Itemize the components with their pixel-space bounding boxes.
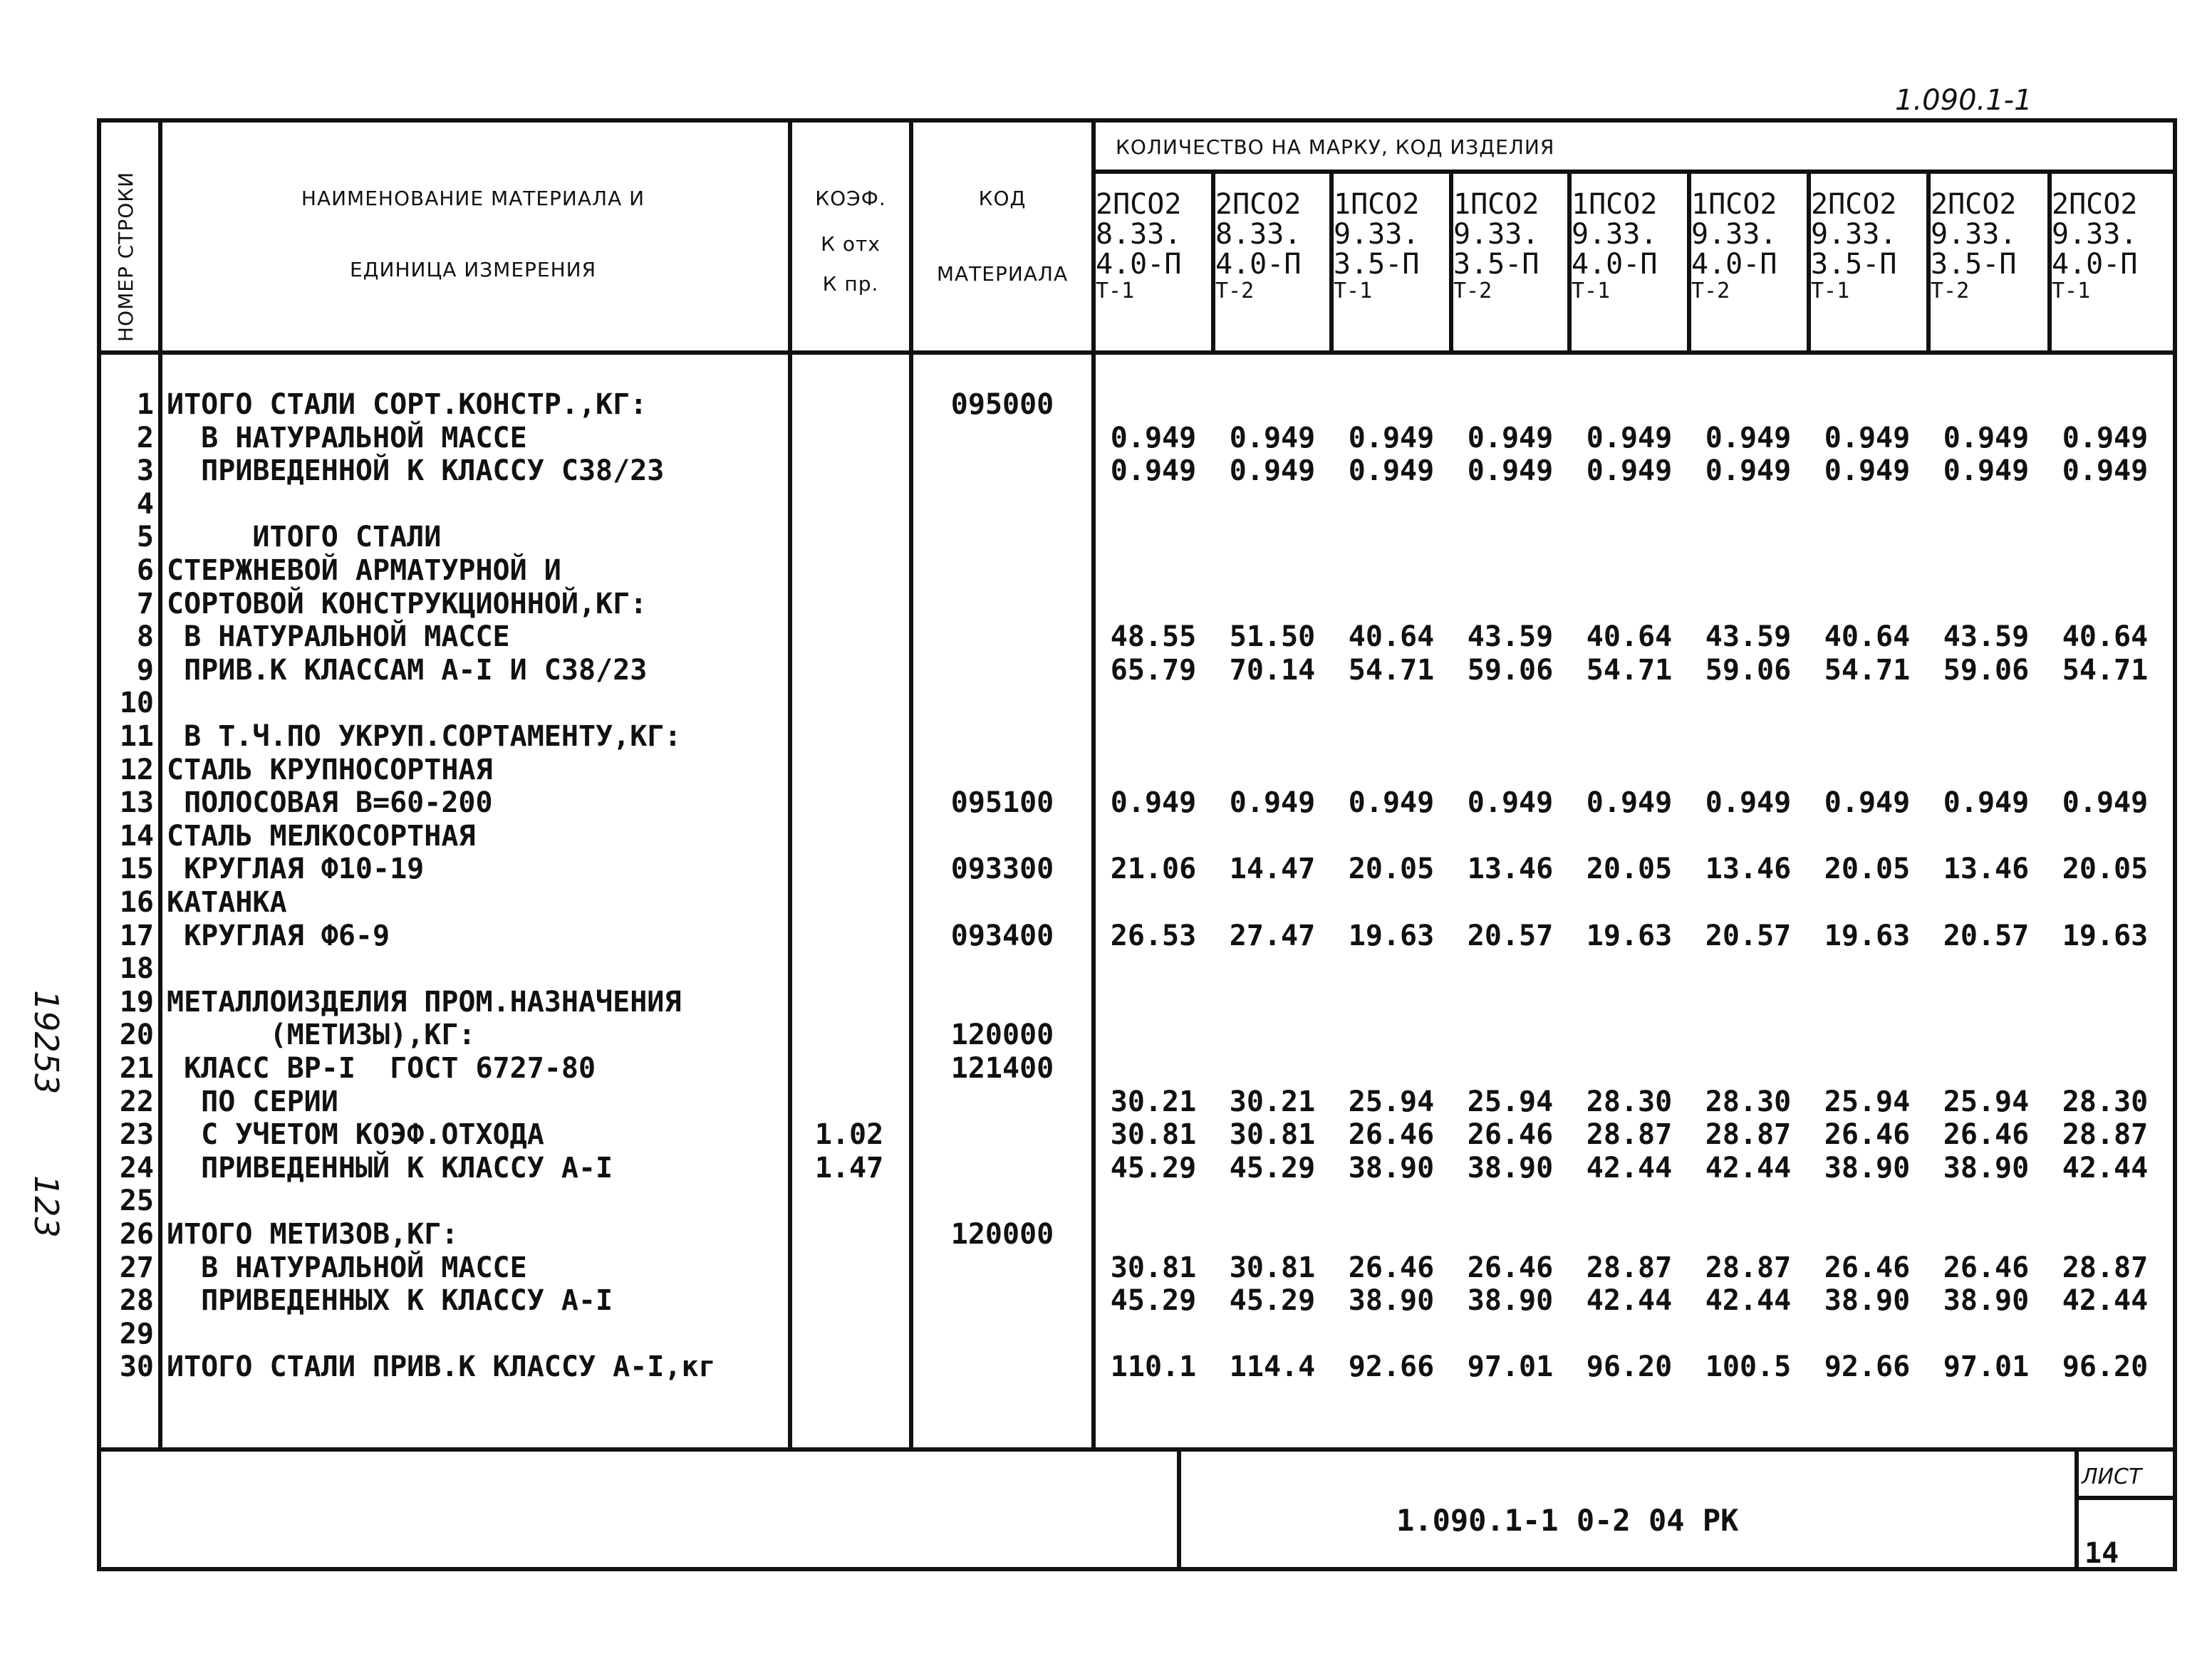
row-value: 0.949 — [1943, 422, 2030, 454]
row-name: ПРИВЕДЕННЫЙ К КЛАССУ А-I — [167, 1152, 613, 1185]
row-name: СТАЛЬ МЕЛКОСОРТНАЯ — [167, 820, 476, 853]
column-header-5 — [1572, 189, 1657, 303]
column-header-line: 2ПСО2 — [1096, 188, 1182, 221]
row-value: 0.949 — [1705, 422, 1792, 454]
top-right-stamp: 1.090.1-1 — [1895, 84, 2032, 117]
row-value: 14.47 — [1229, 853, 1316, 885]
column-header-line: 9.33. — [2052, 218, 2138, 251]
column-header-line: Т-2 — [1691, 278, 1730, 303]
column-header-line: 3.5-П — [1811, 248, 1897, 281]
row-value: 27.47 — [1229, 920, 1316, 952]
row-value: 28.87 — [2062, 1118, 2149, 1151]
row-name: ИТОГО СТАЛИ — [167, 521, 442, 553]
line-number-header: НОМЕР СТРОКИ — [114, 171, 137, 342]
row-name: КЛАСС ВР-I ГОСТ 6727-80 — [167, 1052, 596, 1085]
row-value: 42.44 — [1586, 1284, 1673, 1317]
code-header-line1: КОД — [978, 187, 1027, 210]
row-value: 0.949 — [1467, 786, 1554, 819]
row-number: 17 — [119, 920, 154, 952]
row-code: 121400 — [950, 1052, 1054, 1085]
row-number: 30 — [119, 1350, 154, 1383]
row-value: 30.81 — [1110, 1251, 1197, 1284]
koef-header-line3: К пр. — [822, 272, 879, 296]
row-name: КАТАНКА — [167, 886, 287, 919]
row-name: ПО СЕРИИ — [167, 1085, 338, 1118]
row-name: В НАТУРАЛЬНОЙ МАССЕ — [167, 620, 510, 653]
column-header-line: 9.33. — [1572, 218, 1658, 251]
row-name: ИТОГО МЕТИЗОВ,КГ: — [167, 1218, 459, 1251]
row-value: 20.57 — [1943, 920, 2030, 952]
row-value: 19.63 — [1824, 920, 1911, 952]
row-number: 9 — [136, 654, 154, 687]
row-value: 97.01 — [1943, 1350, 2030, 1383]
row-code: 120000 — [950, 1218, 1054, 1251]
header-bottom-line — [97, 350, 2177, 355]
row-value: 28.87 — [1705, 1251, 1792, 1284]
column-header-line: Т-1 — [1334, 278, 1373, 303]
column-header-line: 8.33. — [1215, 218, 1302, 251]
column-header-line: 1ПСО2 — [1453, 188, 1539, 221]
row-name: В НАТУРАЛЬНОЙ МАССЕ — [167, 1251, 527, 1284]
row-value: 19.63 — [2062, 920, 2149, 952]
column-header-line: 3.5-П — [1453, 248, 1539, 281]
row-value: 38.90 — [1348, 1284, 1435, 1317]
column-header-line: Т-1 — [2052, 278, 2091, 303]
row-value: 26.46 — [1467, 1118, 1554, 1151]
row-number: 24 — [119, 1152, 154, 1185]
row-value: 28.87 — [1705, 1118, 1792, 1151]
row-value: 0.949 — [1110, 454, 1197, 487]
row-value: 28.30 — [1586, 1085, 1673, 1118]
row-value: 0.949 — [1586, 454, 1673, 487]
row-value: 20.05 — [1348, 853, 1435, 885]
row-value: 0.949 — [1348, 786, 1435, 819]
row-value: 26.46 — [1348, 1251, 1435, 1284]
footer-divider-sheet — [2075, 1447, 2079, 1571]
row-number: 22 — [119, 1085, 154, 1118]
divider-line-no — [158, 118, 162, 1452]
row-value: 42.44 — [2062, 1152, 2149, 1185]
row-name: ПРИВЕДЕННЫХ К КЛАССУ А-I — [167, 1284, 613, 1317]
row-value: 65.79 — [1110, 654, 1197, 687]
row-value: 70.14 — [1229, 654, 1316, 687]
row-value: 59.06 — [1705, 654, 1792, 687]
row-value: 0.949 — [1824, 454, 1911, 487]
row-number: 6 — [136, 554, 154, 587]
column-header-line: Т-1 — [1096, 278, 1135, 303]
column-header-line: 9.33. — [1931, 218, 2017, 251]
row-value: 43.59 — [1705, 620, 1792, 653]
row-value: 20.57 — [1467, 920, 1554, 952]
column-header-line: Т-1 — [1811, 278, 1850, 303]
row-value: 30.21 — [1110, 1085, 1197, 1118]
row-number: 18 — [119, 952, 154, 985]
koef-header-line1: КОЭФ. — [815, 187, 886, 210]
row-value: 48.55 — [1110, 620, 1197, 653]
row-number: 8 — [136, 620, 154, 653]
row-value: 92.66 — [1348, 1350, 1435, 1383]
row-number: 1 — [136, 388, 154, 421]
qty-title: КОЛИЧЕСТВО НА МАРКУ, КОД ИЗДЕЛИЯ — [1116, 135, 1555, 159]
row-value: 0.949 — [1943, 786, 2030, 819]
row-value: 26.46 — [1824, 1118, 1911, 1151]
column-header-3 — [1334, 189, 1419, 303]
column-header-8 — [1931, 189, 2016, 303]
row-value: 97.01 — [1467, 1350, 1554, 1383]
row-value: 38.90 — [1824, 1284, 1911, 1317]
row-value: 54.71 — [1586, 654, 1673, 687]
row-value: 26.46 — [1467, 1251, 1554, 1284]
column-header-line: 9.33. — [1811, 218, 1897, 251]
row-value: 20.05 — [2062, 853, 2149, 885]
row-value: 38.90 — [1467, 1152, 1554, 1185]
frame-bottom-line — [97, 1567, 2177, 1571]
row-value: 45.29 — [1229, 1152, 1316, 1185]
frame-top-line — [97, 118, 2177, 123]
column-header-7 — [1811, 189, 1896, 303]
column-header-line: 8.33. — [1096, 218, 1182, 251]
row-number: 5 — [136, 521, 154, 553]
row-value: 40.64 — [1586, 620, 1673, 653]
row-number: 10 — [119, 687, 154, 719]
row-name: В НАТУРАЛЬНОЙ МАССЕ — [167, 422, 527, 454]
footer-sheet-line — [2075, 1496, 2173, 1500]
row-value: 38.90 — [1943, 1152, 2030, 1185]
row-name: (МЕТИЗЫ),КГ: — [167, 1019, 476, 1051]
qty-title-line — [1091, 170, 2177, 174]
row-value: 19.63 — [1586, 920, 1673, 952]
row-value: 40.64 — [1348, 620, 1435, 653]
row-name: СОРТОВОЙ КОНСТРУКЦИОННОЙ,КГ: — [167, 588, 648, 620]
column-header-1 — [1096, 189, 1181, 303]
row-code: 095000 — [950, 388, 1054, 421]
row-name: ИТОГО СТАЛИ СОРТ.КОНСТР.,КГ: — [167, 388, 648, 421]
column-header-line: 4.0-П — [2052, 248, 2138, 281]
row-value: 28.30 — [2062, 1085, 2149, 1118]
row-name: ИТОГО СТАЛИ ПРИВ.К КЛАССУ А-I,кг — [167, 1350, 716, 1383]
row-value: 0.949 — [1110, 422, 1197, 454]
row-number: 2 — [136, 422, 154, 454]
column-header-line: 2ПСО2 — [1931, 188, 2017, 221]
row-code: 093400 — [950, 920, 1054, 952]
row-value: 0.949 — [1110, 786, 1197, 819]
row-value: 38.90 — [1467, 1284, 1554, 1317]
column-header-line: 2ПСО2 — [2052, 188, 2138, 221]
row-koef: 1.47 — [814, 1152, 884, 1185]
column-header-line: 4.0-П — [1691, 248, 1777, 281]
row-value: 0.949 — [1467, 454, 1554, 487]
row-code: 095100 — [950, 786, 1054, 819]
column-header-line: 9.33. — [1691, 218, 1777, 251]
row-value: 0.949 — [1586, 422, 1673, 454]
row-number: 7 — [136, 588, 154, 620]
row-number: 3 — [136, 454, 154, 487]
divider-name — [788, 118, 792, 1452]
row-number: 23 — [119, 1118, 154, 1151]
row-number: 28 — [119, 1284, 154, 1317]
column-header-line: 9.33. — [1334, 218, 1420, 251]
row-value: 25.94 — [1824, 1085, 1911, 1118]
row-number: 12 — [119, 754, 154, 786]
row-value: 28.30 — [1705, 1085, 1792, 1118]
row-number: 27 — [119, 1251, 154, 1284]
row-value: 59.06 — [1943, 654, 2030, 687]
row-name: ПОЛОСОВАЯ В=60-200 — [167, 786, 493, 819]
row-value: 45.29 — [1110, 1152, 1197, 1185]
row-value: 38.90 — [1824, 1152, 1911, 1185]
row-value: 0.949 — [1705, 786, 1792, 819]
row-number: 16 — [119, 886, 154, 919]
row-value: 13.46 — [1467, 853, 1554, 885]
row-value: 26.53 — [1110, 920, 1197, 952]
row-value: 30.21 — [1229, 1085, 1316, 1118]
row-value: 26.46 — [1943, 1118, 2030, 1151]
column-header-line: 1ПСО2 — [1572, 188, 1658, 221]
column-header-9 — [2052, 189, 2137, 303]
row-code: 120000 — [950, 1019, 1054, 1051]
row-number: 25 — [119, 1185, 154, 1217]
row-value: 28.87 — [2062, 1251, 2149, 1284]
row-value: 40.64 — [2062, 620, 2149, 653]
column-header-line: 4.0-П — [1572, 248, 1658, 281]
column-header-line: Т-2 — [1931, 278, 1970, 303]
koef-header-line2: К отх — [821, 232, 881, 256]
margin-number-2: 123 — [27, 1175, 66, 1238]
row-value: 114.4 — [1229, 1350, 1316, 1383]
frame-left-line — [97, 118, 101, 1571]
row-value: 0.949 — [1229, 422, 1316, 454]
margin-number-1: 19253 — [27, 990, 66, 1095]
column-header-line: Т-2 — [1453, 278, 1492, 303]
row-value: 42.44 — [1705, 1284, 1792, 1317]
name-header-line2: ЕДИНИЦА ИЗМЕРЕНИЯ — [349, 258, 597, 281]
row-value: 38.90 — [1348, 1152, 1435, 1185]
row-code: 093300 — [950, 853, 1054, 885]
row-name: ПРИВЕДЕННОЙ К КЛАССУ С38/23 — [167, 454, 665, 487]
column-header-2 — [1215, 189, 1301, 303]
column-header-line: 4.0-П — [1215, 248, 1302, 281]
row-value: 0.949 — [1824, 422, 1911, 454]
row-value: 20.57 — [1705, 920, 1792, 952]
row-name: В Т.Ч.ПО УКРУП.СОРТАМЕНТУ,КГ: — [167, 720, 682, 753]
row-value: 0.949 — [1229, 786, 1316, 819]
sheet-number: 14 — [2084, 1537, 2119, 1570]
row-value: 13.46 — [1705, 853, 1792, 885]
column-header-line: 2ПСО2 — [1215, 188, 1302, 221]
column-header-line: 3.5-П — [1334, 248, 1420, 281]
name-header-line1: НАИМЕНОВАНИЕ МАТЕРИАЛА И — [301, 187, 645, 210]
row-value: 13.46 — [1943, 853, 2030, 885]
row-value: 0.949 — [1586, 786, 1673, 819]
row-value: 54.71 — [1348, 654, 1435, 687]
row-koef: 1.02 — [814, 1118, 884, 1151]
row-value: 0.949 — [1705, 454, 1792, 487]
row-value: 100.5 — [1705, 1350, 1792, 1383]
row-value: 0.949 — [2062, 422, 2149, 454]
row-number: 20 — [119, 1019, 154, 1051]
row-name: ПРИВ.К КЛАССАМ А-I И С38/23 — [167, 654, 648, 687]
column-header-line: 2ПСО2 — [1811, 188, 1897, 221]
column-header-line: 1ПСО2 — [1334, 188, 1420, 221]
divider-koef — [909, 118, 913, 1452]
row-value: 96.20 — [2062, 1350, 2149, 1383]
row-value: 54.71 — [2062, 654, 2149, 687]
row-value: 38.90 — [1943, 1284, 2030, 1317]
row-name: МЕТАЛЛОИЗДЕЛИЯ ПРОМ.НАЗНАЧЕНИЯ — [167, 986, 682, 1019]
row-value: 25.94 — [1943, 1085, 2030, 1118]
row-value: 96.20 — [1586, 1350, 1673, 1383]
frame-right-line — [2173, 118, 2177, 1571]
row-name: КРУГЛАЯ Ф6-9 — [167, 920, 390, 952]
row-value: 0.949 — [1943, 454, 2030, 487]
row-name: КРУГЛАЯ Ф10-19 — [167, 853, 425, 885]
row-value: 26.46 — [1824, 1251, 1911, 1284]
row-value: 42.44 — [1586, 1152, 1673, 1185]
row-value: 30.81 — [1229, 1251, 1316, 1284]
row-value: 45.29 — [1229, 1284, 1316, 1317]
row-number: 26 — [119, 1218, 154, 1251]
row-value: 43.59 — [1467, 620, 1554, 653]
document-code: 1.090.1-1 0-2 04 РК — [1396, 1503, 1739, 1538]
row-value: 30.81 — [1229, 1118, 1316, 1151]
row-value: 0.949 — [2062, 454, 2149, 487]
row-value: 43.59 — [1943, 620, 2030, 653]
row-value: 45.29 — [1110, 1284, 1197, 1317]
footer-divider — [1177, 1447, 1181, 1571]
row-value: 25.94 — [1467, 1085, 1554, 1118]
table-bottom-line — [97, 1447, 2177, 1452]
column-header-line: Т-2 — [1215, 278, 1255, 303]
row-value: 28.87 — [1586, 1251, 1673, 1284]
row-value: 110.1 — [1110, 1350, 1197, 1383]
row-number: 14 — [119, 820, 154, 853]
column-header-6 — [1691, 189, 1777, 303]
row-value: 0.949 — [1348, 422, 1435, 454]
row-value: 51.50 — [1229, 620, 1316, 653]
row-value: 42.44 — [1705, 1152, 1792, 1185]
row-value: 26.46 — [1943, 1251, 2030, 1284]
row-value: 0.949 — [1824, 786, 1911, 819]
sheet-label: ЛИСТ — [2082, 1464, 2142, 1489]
column-header-line: 4.0-П — [1096, 248, 1182, 281]
row-value: 28.87 — [1586, 1118, 1673, 1151]
row-value: 40.64 — [1824, 620, 1911, 653]
row-value: 25.94 — [1348, 1085, 1435, 1118]
row-value: 30.81 — [1110, 1118, 1197, 1151]
row-value: 20.05 — [1586, 853, 1673, 885]
row-value: 0.949 — [1467, 422, 1554, 454]
row-value: 59.06 — [1467, 654, 1554, 687]
row-value: 92.66 — [1824, 1350, 1911, 1383]
row-number: 15 — [119, 853, 154, 885]
code-header-line2: МАТЕРИАЛА — [936, 262, 1069, 286]
row-value: 19.63 — [1348, 920, 1435, 952]
row-name: С УЧЕТОМ КОЭФ.ОТХОДА — [167, 1118, 544, 1151]
row-number: 21 — [119, 1052, 154, 1085]
column-header-line: Т-1 — [1572, 278, 1611, 303]
column-header-line: 3.5-П — [1931, 248, 2017, 281]
column-header-line: 9.33. — [1453, 218, 1539, 251]
row-value: 21.06 — [1110, 853, 1197, 885]
row-number: 11 — [119, 720, 154, 753]
row-number: 19 — [119, 986, 154, 1019]
row-value: 54.71 — [1824, 654, 1911, 687]
row-value: 0.949 — [1229, 454, 1316, 487]
row-number: 4 — [136, 488, 154, 521]
row-number: 29 — [119, 1318, 154, 1350]
row-value: 0.949 — [1348, 454, 1435, 487]
row-value: 20.05 — [1824, 853, 1911, 885]
row-value: 42.44 — [2062, 1284, 2149, 1317]
row-value: 0.949 — [2062, 786, 2149, 819]
column-header-4 — [1453, 189, 1539, 303]
row-name: СТЕРЖНЕВОЙ АРМАТУРНОЙ И — [167, 554, 561, 587]
column-header-line: 1ПСО2 — [1691, 188, 1777, 221]
row-number: 13 — [119, 786, 154, 819]
row-name: СТАЛЬ КРУПНОСОРТНАЯ — [167, 754, 493, 786]
row-value: 26.46 — [1348, 1118, 1435, 1151]
